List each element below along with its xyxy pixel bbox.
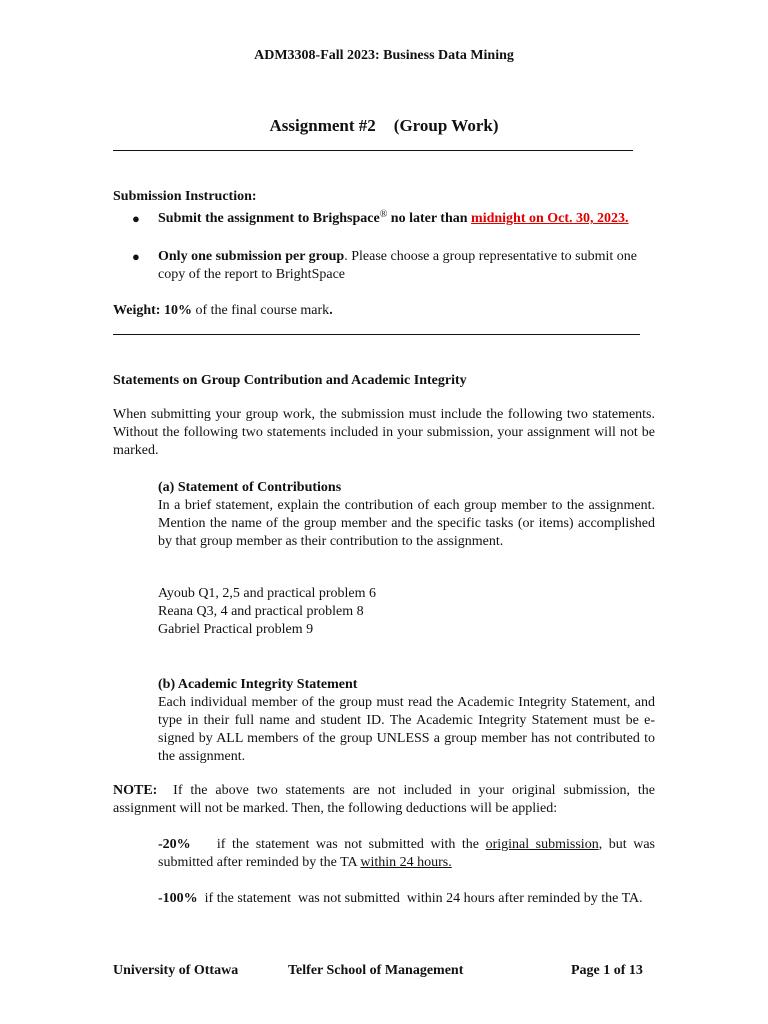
- bullet-dot-icon: ●: [132, 249, 140, 264]
- assignment-type: (Group Work): [393, 116, 499, 135]
- footer-school: Telfer School of Management: [288, 963, 464, 978]
- assignment-title: [0, 116, 768, 136]
- integrity-text: Each individual member of the group must read the Academic Integrity Statement, and type in their full name and student ID. The Academic Integrity Statement must be e-signed by ALL members of the group UNLESS a group member has not contributed to the assignment.: [158, 695, 655, 764]
- submission-heading: Submission Instruction:: [113, 189, 257, 204]
- registered-mark: ®: [379, 209, 388, 220]
- bottom-divider: [113, 334, 640, 335]
- list-item: Ayoub Q1, 2,5 and practical problem 6: [158, 586, 376, 601]
- footer-university: University of Ottawa: [113, 963, 239, 978]
- note-label: NOTE:: [113, 783, 158, 798]
- deduction-100: -100% if the statement was not submitted within 24 hours after reminded by the TA.: [158, 891, 643, 906]
- bullet-text: Submit the assignment to Brighspace® no later than midnight on Oct. 30, 2023.: [158, 209, 629, 226]
- weight-value: 10%: [163, 303, 192, 318]
- note-paragraph: NOTE: If the above two statements are not included in your original submission, the assignment will not be marked. Then, the following deductions will be applied:: [113, 783, 659, 816]
- integrity-heading: (b) Academic Integrity Statement: [158, 677, 358, 692]
- weight-line: Weight: 10% of the final course mark.: [113, 303, 333, 318]
- deadline-text: midnight on Oct. 30, 2023.: [471, 211, 629, 226]
- contributions-text: In a brief statement, explain the contribution of each group member to the assignment. Mention the name of the group member and the specific tasks (or items) accomplished by that group member as their contribution to the assignment.: [158, 498, 655, 549]
- assignment-number: Assignment #2: [269, 116, 376, 135]
- original-submission-text: original submission: [485, 837, 599, 852]
- list-item: Gabriel Practical problem 9: [158, 622, 314, 637]
- deduction-20: -20% if the statement was not submitted with the original submission, but was submitted after reminded by the TA within 24 hours.: [158, 837, 655, 870]
- weight-label: Weight:: [113, 303, 161, 318]
- member-contribution-list: [158, 585, 376, 639]
- top-divider: [113, 150, 633, 151]
- statements-heading: Statements on Group Contribution and Academic Integrity: [113, 373, 467, 388]
- course-header: ADM3308-Fall 2023: Business Data Mining: [254, 48, 514, 63]
- within-24-hours-text: within 24 hours.: [360, 855, 452, 870]
- footer-page-number: Page 1 of 13: [571, 963, 643, 978]
- bullet-dot-icon: ●: [132, 211, 140, 226]
- contributions-heading: (a) Statement of Contributions: [158, 480, 342, 495]
- list-item: Reana Q3, 4 and practical problem 8: [158, 604, 364, 619]
- bullet-text: Only one submission per group. Please choose a group representative to submit one copy of the report to BrightSpace: [158, 249, 637, 282]
- statements-intro: When submitting your group work, the submission must include the following two statements. Without the following two statements included in your submission, your assignment will not be marked.: [113, 407, 655, 458]
